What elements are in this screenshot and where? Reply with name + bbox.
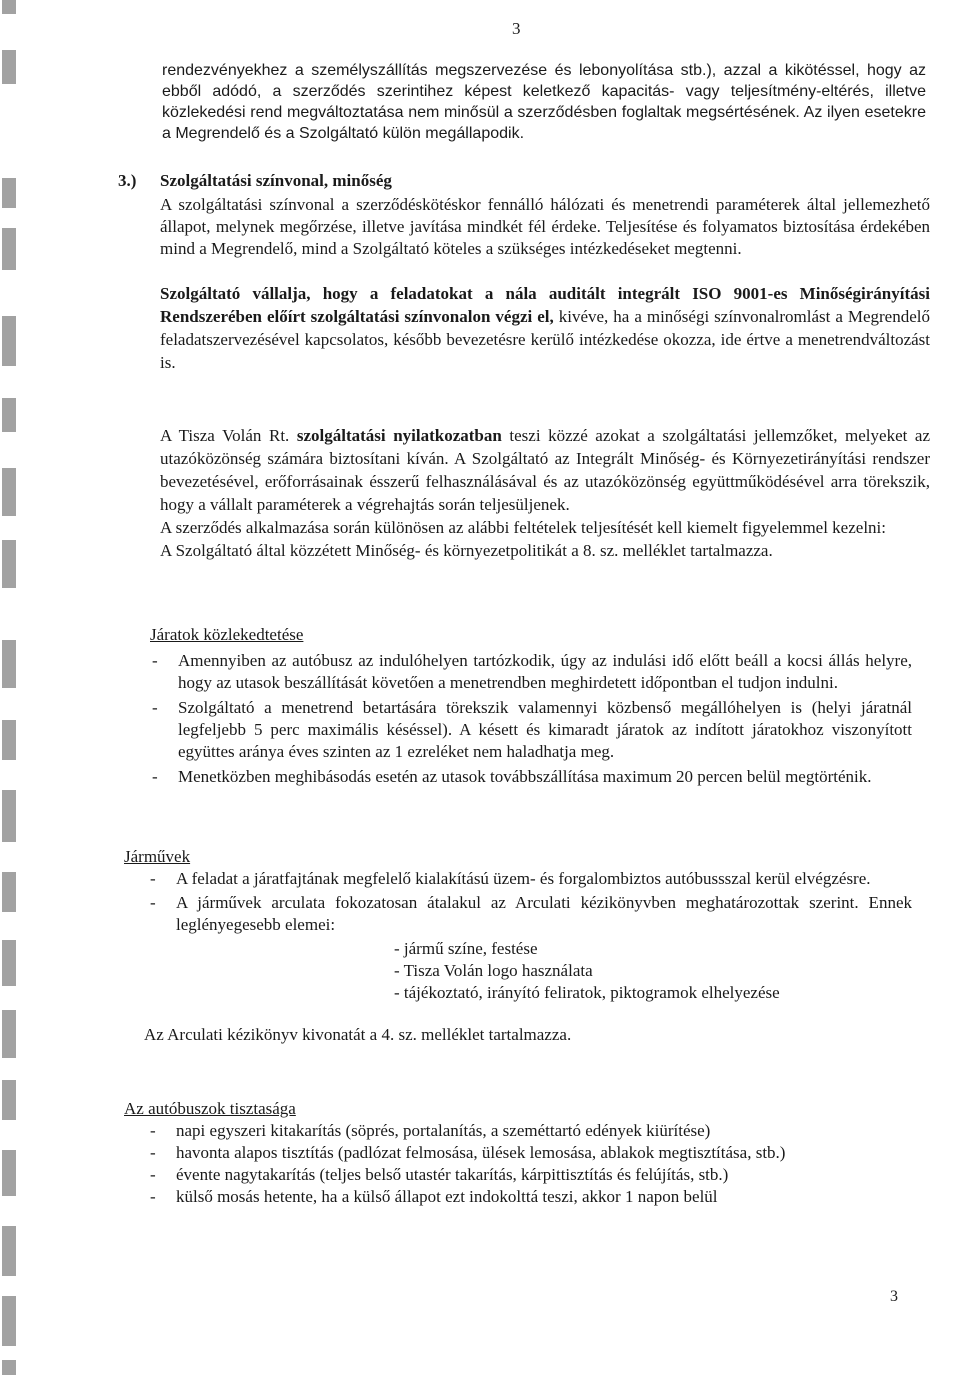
jarmuvek-block xyxy=(124,846,912,1046)
binding-mark xyxy=(2,0,16,14)
arculat-reference: Az Arculati kézikönyv kivonatát a 4. sz. melléklet tartalmazza. xyxy=(144,1025,572,1044)
tisztasag-list xyxy=(148,1120,912,1208)
service-declaration-paragraph xyxy=(160,424,930,516)
binding-mark xyxy=(2,398,16,432)
list-item: - Szolgáltató a menetrend betartására törekszik valamennyi közbenső megállóhelyen is (helyi járatnál legfeljebb 5 perc maximális késéssel). A késett és kimaradt járatok az indított járatokhoz viszonyított együttes aránya éves szinten az 1 ezreléket nem haladhatja meg. xyxy=(150,697,912,763)
jaratok-block xyxy=(150,624,912,788)
binding-mark xyxy=(2,872,16,912)
list-item: - A járművek arculata fokozatosan átalakul az Arculati kézikönyvben meghatározottak szerint. Ennek leglényegesebb elemei: xyxy=(148,892,912,936)
tisztasag-heading: Az autóbuszok tisztasága xyxy=(124,1099,296,1118)
binding-mark xyxy=(2,1226,16,1276)
binding-mark xyxy=(2,1150,16,1196)
list-item: - tájékoztató, irányító feliratok, piktogramok elhelyezése xyxy=(394,983,780,1002)
list-item: - havonta alapos tisztítás (padlózat felmosása, ülések lemosása, ablakok megtisztítása, stb.) xyxy=(148,1142,912,1164)
binding-mark xyxy=(2,720,16,760)
service-declaration-text-a: A Tisza Volán Rt. xyxy=(160,426,297,445)
jarmuvek-list xyxy=(148,868,912,936)
binding-strip xyxy=(0,0,22,1375)
policy-reference: A Szolgáltató által közzétett Minőség- és környezetpolitikát a 8. sz. melléklet tartalmazza. xyxy=(160,541,773,560)
list-item: - külső mosás hetente, ha a külső állapot ezt indokolttá teszi, akkor 1 napon belül xyxy=(148,1186,912,1208)
binding-mark xyxy=(2,540,16,588)
list-item: - évente nagytakarítás (teljes belső utastér takarítás, kárpittisztítás és felújítás, stb.) xyxy=(148,1164,912,1186)
section-paragraph-2 xyxy=(160,282,930,374)
arculat-elements-list xyxy=(394,938,912,1004)
jaratok-list xyxy=(150,650,912,788)
list-item: - A feladat a járatfajtának megfelelő kialakítású üzem- és forgalombiztos autóbussszal kerül elvégzésre. xyxy=(148,868,912,890)
binding-mark xyxy=(2,178,16,208)
page-number-bottom: 3 xyxy=(890,1288,898,1305)
section-body xyxy=(160,170,930,374)
tisztasag-block xyxy=(124,1098,912,1208)
intro-block xyxy=(162,60,926,144)
service-declaration-bold: szolgáltatási nyilatkozatban xyxy=(296,426,502,445)
jaratok-heading: Járatok közlekedtetése xyxy=(150,625,304,644)
binding-mark xyxy=(2,1080,16,1120)
list-item: - Amennyiben az autóbusz az indulóhelyen tartózkodik, úgy az indulási idő előtt beáll a kocsi állás helyre, hogy az utasok beszállítását követően a menetrendben meghirdetett időpontban el tudjon indulni. xyxy=(150,650,912,694)
emphasis-paragraph: A szerződés alkalmazása során különösen az alábbi feltételek teljesítését kell kiemelt figyelemmel kezelni: xyxy=(160,518,886,537)
binding-mark xyxy=(2,1296,16,1346)
binding-mark xyxy=(2,790,16,842)
section-number: 3.) xyxy=(118,171,137,190)
list-item: - napi egyszeri kitakarítás (söprés, portalanítás, a szeméttartó edények kiürítése) xyxy=(148,1120,912,1142)
commitment-bold-text: Szolgáltató vállalja, hogy a feladatokat a nála auditált integrált ISO 9001-es Minőségirányítási Rendszerében előírt szolgáltatási színvonalon végzi el, xyxy=(160,284,930,326)
binding-mark xyxy=(2,468,16,516)
binding-mark xyxy=(2,1360,16,1375)
binding-mark xyxy=(2,940,16,986)
section-3 xyxy=(118,170,930,374)
binding-mark xyxy=(2,316,16,366)
intro-paragraph: rendezvényekhez a személyszállítás megszervezése és lebonyolítása stb.), azzal a kikötéssel, hogy az ebből adódó, a szerződés szerintihez képest keletkező kapacitás- vagy teljesítmény-eltérés, illetve közlekedési rend megváltoztatása nem minősül a szerződésben foglaltak megsértésének. Az ilyen esetekre a Megrendelő és a Szolgáltató külön megállapodik. xyxy=(162,62,926,142)
binding-mark xyxy=(2,50,16,84)
service-declaration-text-c: teszi közzé azokat a szolgáltatási jellemzőket, melyeket az utazóközönség számára biztosítani kíván. A Szolgáltató az Integrált Minőség- és Környezetirányítási rendszer bevezetésével, erőforrásainak ésszerű felhasználásával és az utazóközönség együttműködésével arra törekszik, hogy a vállalt paraméterek a végrehajtás során teljesüljenek. xyxy=(160,426,930,514)
list-item: - jármű színe, festése xyxy=(394,939,538,958)
section-paragraph-1: A szolgáltatási színvonal a szerződéskötéskor fennálló hálózati és menetrendi paraméterek által jellemezhető állapot, melynek megőrzése, illetve javítása mindkét fél érdeke. Teljesítése és folyamatos biztosítása érdekében mind a Megrendelő, mind a Szolgáltató köteles a szükséges intézkedéseket megtenni. xyxy=(160,195,930,258)
commitment-text: kivéve, ha a minőségi színvonalromlást a Megrendelő feladatszervezésével kapcsolatos, később bevezetésre kerülő intézkedése okozza, ide értve a menetrendváltozást is. xyxy=(160,307,931,372)
binding-mark xyxy=(2,1010,16,1058)
list-item: - Tisza Volán logo használata xyxy=(394,961,593,980)
binding-mark xyxy=(2,228,16,270)
list-item: - Menetközben meghibásodás esetén az utasok továbbszállítása maximum 20 percen belül megtörténik. xyxy=(150,766,912,788)
page-number-top: 3 xyxy=(512,19,521,38)
section-title: Szolgáltatási színvonal, minőség xyxy=(160,171,392,190)
service-declaration-block xyxy=(160,424,930,562)
jarmuvek-heading: Járművek xyxy=(124,847,191,866)
binding-mark xyxy=(2,640,16,688)
